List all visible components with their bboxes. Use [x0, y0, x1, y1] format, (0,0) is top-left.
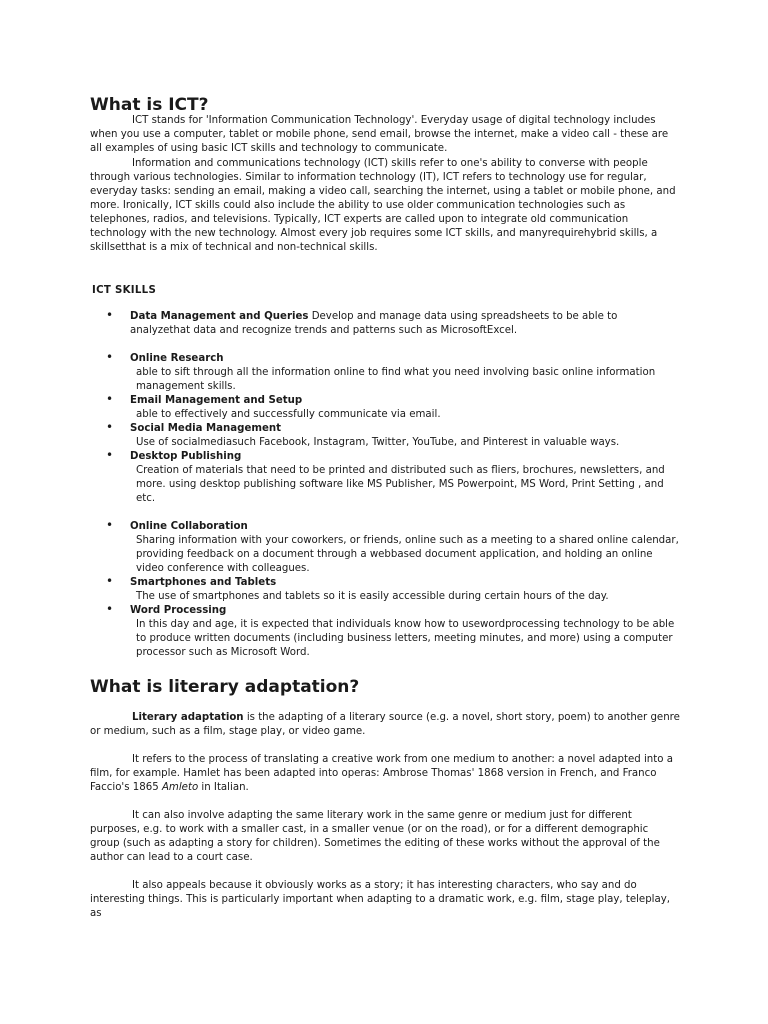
- skill-title: Online Collaboration: [130, 521, 248, 532]
- ict-skills-title: ICT SKILLS: [92, 285, 157, 296]
- bullet-icon: •: [106, 308, 114, 322]
- literary-p2-tail: in Italian.: [198, 782, 249, 793]
- skill-description: able to sift through all the information online to find what you need involving basic online information management skills.: [136, 367, 656, 392]
- literary-paragraph-4: It also appeals because it obviously works as a story; it has interesting characters, who say and do interesting things. This is particularly important when adapting to a dramatic work, e.g. film, stage play, teleplay, as: [90, 880, 670, 919]
- skill-description: Use of socialmediasuch Facebook, Instagram, Twitter, YouTube, and Pinterest in valuable ways.: [136, 437, 620, 448]
- ict-paragraph-1: ICT stands for 'Information Communication Technology'. Everyday usage of digital technology includes when you use a computer, tablet or mobile phone, send email, browse the internet, make a video call - these are all examples of using basic ICT skills and technology to communicate.: [90, 115, 669, 154]
- skill-title: Online Research: [130, 353, 224, 364]
- bullet-icon: •: [106, 602, 114, 616]
- literary-definition: is the adapting of a literary source (e.g. a novel, short story, poem) to another genre or medium, such as a film, stage play, or video game.: [90, 712, 680, 737]
- skill-title: Social Media Management: [130, 423, 282, 434]
- bullet-icon: •: [106, 420, 114, 434]
- skill-title: Email Management and Setup: [130, 395, 303, 406]
- bullet-icon: •: [106, 574, 114, 588]
- skill-item-data-management: [130, 310, 680, 338]
- literary-paragraph-1: [90, 711, 680, 739]
- literary-paragraph-3: It can also involve adapting the same literary work in the same genre or medium just for different purposes, e.g. to work with a smaller cast, in a smaller venue (or on the road), or for a different demographic group (such as adapting a story for children). Sometimes the editing of these works without the approval of the author can lead to a court case.: [90, 810, 660, 863]
- skill-title: Data Management and Queries: [130, 311, 309, 322]
- skill-description: able to effectively and successfully communicate via email.: [136, 409, 441, 420]
- literary-paragraph-2: [90, 753, 680, 795]
- skill-title: Desktop Publishing: [130, 451, 242, 462]
- ict-paragraph-2: Information and communications technology (ICT) skills refer to one's ability to converse with people through various technologies. Similar to information technology (IT), ICT refers to technology use for regular, everyday tasks: sending an email, making a video call, searching the internet, using a tablet or mobile phone, and more. Ironically, ICT skills could also include the ability to use older communication technologies such as telephones, radios, and televisions. Typically, ICT experts are called upon to integrate old communication technology with the new technology. Almost every job requires some ICT skills, and manyrequirehybrid skills, a skillsetthat is a mix of technical and non-technical skills.: [90, 158, 676, 253]
- skill-description: Develop and manage data using spreadsheets to be able to analyzethat data and recognize trends and patterns such as MicrosoftExcel.: [130, 311, 618, 336]
- skill-description: In this day and age, it is expected that individuals know how to usewordprocessing technology to be able to produce written documents (including business letters, meeting minutes, and more) using a computer processor such as Microsoft Word.: [136, 619, 675, 658]
- bullet-icon: •: [106, 518, 114, 532]
- literary-term: Literary adaptation: [132, 712, 244, 723]
- bullet-icon: •: [106, 392, 114, 406]
- skill-title: Word Processing: [130, 605, 227, 616]
- skill-description: Creation of materials that need to be printed and distributed such as fliers, brochures, newsletters, and more. using desktop publishing software like MS Publisher, MS Powerpoint, MS Word, Print Setting , and etc.: [136, 465, 665, 504]
- literary-heading: What is literary adaptation?: [90, 677, 360, 697]
- literary-p2-text: It refers to the process of translating a creative work from one medium to another: a novel adapted into a film, for example. Hamlet has been adapted into operas: Ambrose Thomas' 1868 version in French, and Franco Faccio's 1865: [90, 754, 673, 793]
- ict-heading: What is ICT?: [90, 95, 209, 115]
- bullet-icon: •: [106, 448, 114, 462]
- literary-p2-italic: Amleto: [161, 782, 199, 793]
- skill-description: Sharing information with your coworkers, or friends, online such as a meeting to a shared online calendar, providing feedback on a document through a webbased document application, and holding an online video conference with colleagues.: [136, 535, 679, 574]
- bullet-icon: •: [106, 350, 114, 364]
- skill-description: The use of smartphones and tablets so it is easily accessible during certain hours of the day.: [136, 591, 609, 602]
- skill-title: Smartphones and Tablets: [130, 577, 277, 588]
